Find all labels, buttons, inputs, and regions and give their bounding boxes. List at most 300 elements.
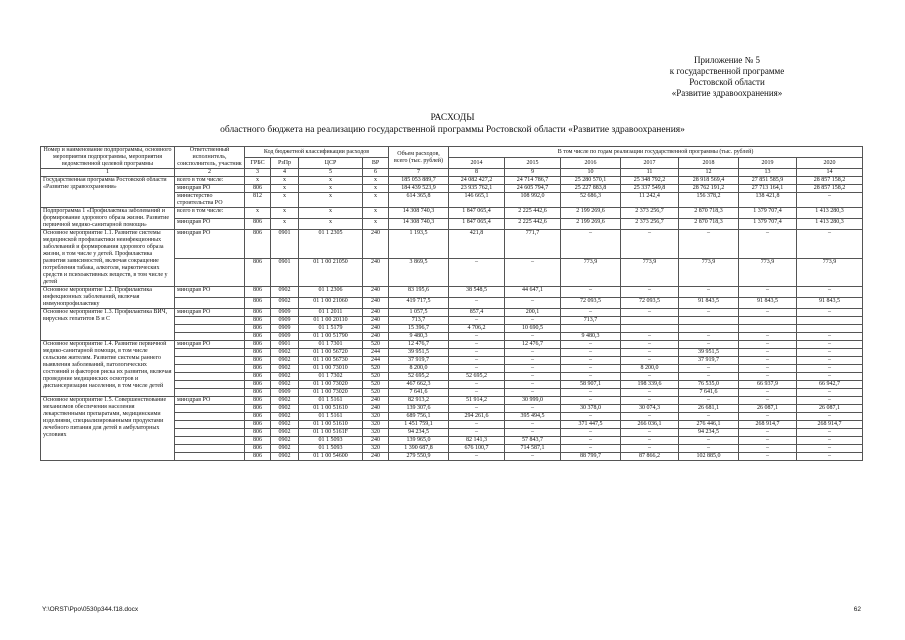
vr-cell: х bbox=[363, 208, 389, 219]
vr-cell: 520 bbox=[363, 381, 389, 389]
year-value-cell: – bbox=[505, 429, 561, 437]
year-value-cell: – bbox=[621, 357, 679, 365]
executor-cell bbox=[175, 349, 245, 357]
year-value-cell: 66 937,9 bbox=[739, 381, 797, 389]
program-name-cell: Основное мероприятие 1.5. Совершенствование механизмов обеспечения населения лекарственными препаратами, медицинскими изделиями, специализированными продуктами лечебного питания для детей в амбулаторных условиях bbox=[41, 397, 175, 461]
total-cell: 14 308 740,3 bbox=[389, 219, 449, 230]
year-value-cell: – bbox=[505, 389, 561, 397]
year-value-cell: – bbox=[449, 333, 505, 341]
vr-cell: х bbox=[363, 177, 389, 185]
year-value-cell: 30 999,0 bbox=[505, 397, 561, 405]
total-cell: 279 550,9 bbox=[389, 453, 449, 461]
year-value-cell: – bbox=[505, 421, 561, 429]
vr-cell: 240 bbox=[363, 309, 389, 317]
year-value-cell: 1 413 280,3 bbox=[797, 219, 863, 230]
rzpr-cell: 0902 bbox=[271, 429, 299, 437]
grbs-cell: 806 bbox=[245, 429, 271, 437]
total-cell: 9 480,3 bbox=[389, 333, 449, 341]
year-value-cell: – bbox=[621, 429, 679, 437]
year-value-cell: – bbox=[505, 258, 561, 287]
year-value-cell: – bbox=[621, 373, 679, 381]
table-header-row bbox=[41, 147, 863, 158]
year-value-cell: 857,4 bbox=[449, 309, 505, 317]
total-cell: 14 308 740,3 bbox=[389, 208, 449, 219]
csr-cell: х bbox=[299, 185, 363, 193]
year-value-cell: – bbox=[797, 230, 863, 259]
grbs-cell: 806 bbox=[245, 437, 271, 445]
executor-cell: минздрав РО bbox=[175, 185, 245, 193]
col-header-vr: ВР bbox=[363, 158, 389, 169]
executor-cell: минздрав РО bbox=[175, 230, 245, 259]
vr-cell: 240 bbox=[363, 333, 389, 341]
year-value-cell: – bbox=[449, 421, 505, 429]
executor-cell bbox=[175, 445, 245, 453]
executor-cell: минздрав РО bbox=[175, 341, 245, 349]
table-row bbox=[41, 341, 863, 349]
year-value-cell: – bbox=[505, 453, 561, 461]
year-value-cell: – bbox=[739, 341, 797, 349]
grbs-cell: 806 bbox=[245, 349, 271, 357]
year-value-cell: 28 857 158,2 bbox=[797, 185, 863, 193]
csr-cell: 01 1 2305 bbox=[299, 230, 363, 259]
executor-cell: минздрав РО bbox=[175, 219, 245, 230]
year-value-cell: 11 242,4 bbox=[621, 193, 679, 208]
total-cell: 83 195,6 bbox=[389, 287, 449, 298]
year-value-cell: – bbox=[739, 230, 797, 259]
year-value-cell: 713,7 bbox=[561, 317, 621, 325]
total-cell: 713,7 bbox=[389, 317, 449, 325]
year-value-cell: – bbox=[621, 309, 679, 317]
total-cell: 139 965,0 bbox=[389, 437, 449, 445]
year-value-cell: – bbox=[561, 413, 621, 421]
year-value-cell: – bbox=[797, 389, 863, 397]
year-value-cell: 26 087,1 bbox=[739, 405, 797, 413]
grbs-cell: 806 bbox=[245, 365, 271, 373]
total-cell: 689 756,1 bbox=[389, 413, 449, 421]
csr-cell: 01 1 00 56720 bbox=[299, 349, 363, 357]
year-value-cell: – bbox=[679, 333, 739, 341]
year-value-cell: 138 421,8 bbox=[739, 193, 797, 208]
vr-cell: 320 bbox=[363, 445, 389, 453]
year-value-cell: 37 919,7 bbox=[679, 357, 739, 365]
grbs-cell: 806 bbox=[245, 219, 271, 230]
csr-cell: 01 1 00 54600 bbox=[299, 453, 363, 461]
year-value-cell: 676 100,7 bbox=[449, 445, 505, 453]
year-value-cell: – bbox=[621, 413, 679, 421]
vr-cell: х bbox=[363, 193, 389, 208]
year-value-cell: – bbox=[505, 349, 561, 357]
vr-cell: х bbox=[363, 185, 389, 193]
year-value-cell: – bbox=[621, 287, 679, 298]
year-value-cell: 276 446,1 bbox=[679, 421, 739, 429]
executor-cell bbox=[175, 381, 245, 389]
year-value-cell: 771,7 bbox=[505, 230, 561, 259]
total-cell: 139 307,6 bbox=[389, 405, 449, 413]
year-value-cell: 421,8 bbox=[449, 230, 505, 259]
year-value-cell: – bbox=[679, 373, 739, 381]
csr-cell: 01 1 00 5161F bbox=[299, 429, 363, 437]
vr-cell: х bbox=[363, 219, 389, 230]
year-value-cell: 2 225 442,6 bbox=[505, 219, 561, 230]
year-value-cell: – bbox=[797, 193, 863, 208]
csr-cell: 01 1 2011 bbox=[299, 309, 363, 317]
executor-cell: министерство строительства РО bbox=[175, 193, 245, 208]
grbs-cell: 812 bbox=[245, 193, 271, 208]
year-value-cell: – bbox=[621, 437, 679, 445]
total-cell: 37 919,7 bbox=[389, 357, 449, 365]
grbs-cell: 806 bbox=[245, 405, 271, 413]
year-value-cell: 94 234,5 bbox=[679, 429, 739, 437]
rzpr-cell: 0909 bbox=[271, 317, 299, 325]
year-value-cell: 200,1 bbox=[505, 309, 561, 317]
year-value-cell: 102 885,0 bbox=[679, 453, 739, 461]
total-cell: 82 913,2 bbox=[389, 397, 449, 405]
grbs-cell: 806 bbox=[245, 287, 271, 298]
table-row bbox=[41, 177, 863, 185]
grbs-cell: 806 bbox=[245, 389, 271, 397]
year-value-cell: 23 935 762,1 bbox=[449, 185, 505, 193]
year-value-cell: 773,9 bbox=[561, 258, 621, 287]
csr-cell: 01 1 5179 bbox=[299, 325, 363, 333]
column-numbering-row bbox=[41, 169, 863, 177]
program-name-cell: Основное мероприятие 1.2. Профилактика инфекционных заболеваний, включая иммунопрофилактику bbox=[41, 287, 175, 309]
vr-cell: 320 bbox=[363, 429, 389, 437]
csr-cell: 01 1 00 73020 bbox=[299, 381, 363, 389]
total-cell: 94 234,5 bbox=[389, 429, 449, 437]
col-header-executor: Ответственный исполнитель, соисполнитель, участник bbox=[175, 147, 245, 169]
year-value-cell: 8 200,0 bbox=[621, 365, 679, 373]
vr-cell: 240 bbox=[363, 317, 389, 325]
total-cell: 1 193,5 bbox=[389, 230, 449, 259]
heading-title: РАСХОДЫ bbox=[430, 113, 475, 123]
col-header-year: 2014 bbox=[449, 158, 505, 169]
csr-cell: 01 1 00 73020 bbox=[299, 389, 363, 397]
year-value-cell: – bbox=[561, 397, 621, 405]
grbs-cell: 806 bbox=[245, 333, 271, 341]
csr-cell: 01 1 00 51610 bbox=[299, 405, 363, 413]
year-value-cell: – bbox=[505, 381, 561, 389]
executor-cell bbox=[175, 453, 245, 461]
col-header-year: 2018 bbox=[679, 158, 739, 169]
year-value-cell bbox=[679, 325, 739, 333]
grbs-cell: 806 bbox=[245, 421, 271, 429]
csr-cell: 01 1 5161 bbox=[299, 397, 363, 405]
year-value-cell: 76 535,0 bbox=[679, 381, 739, 389]
col-header-name: Номер и наименование подпрограммы, основного мероприятия подпрограммы, мероприятия ведомственной целевой программы bbox=[41, 147, 175, 169]
year-value-cell: 1 413 280,3 bbox=[797, 208, 863, 219]
year-value-cell: – bbox=[679, 365, 739, 373]
executor-cell bbox=[175, 429, 245, 437]
csr-cell: 01 1 00 20110 bbox=[299, 317, 363, 325]
executor-cell bbox=[175, 437, 245, 445]
year-value-cell: – bbox=[797, 445, 863, 453]
year-value-cell: – bbox=[505, 373, 561, 381]
program-name-cell: Основное мероприятие 1.1. Развитие системы медицинской профилактики неинфекционных заболеваний и формирования здорового образа жизни, в том числе у детей. Профилактика развития зависимостей, включая сокращение потребления табака, алкоголя, наркотических средств и психоактивных веществ, в том числе у детей bbox=[41, 230, 175, 287]
year-value-cell: – bbox=[739, 445, 797, 453]
total-cell: 52 695,2 bbox=[389, 373, 449, 381]
rzpr-cell: 0902 bbox=[271, 357, 299, 365]
year-value-cell: – bbox=[505, 317, 561, 325]
total-cell: 614 365,8 bbox=[389, 193, 449, 208]
col-header-total: Объем расходов, всего (тыс. рублей) bbox=[389, 147, 449, 169]
year-value-cell: 39 951,5 bbox=[679, 349, 739, 357]
grbs-cell: 806 bbox=[245, 341, 271, 349]
col-header-code-group: Код бюджетной классификации расходов bbox=[245, 147, 389, 158]
year-value-cell bbox=[621, 317, 679, 325]
year-value-cell: 30 378,0 bbox=[561, 405, 621, 413]
table-row bbox=[41, 230, 863, 259]
vr-cell: 520 bbox=[363, 341, 389, 349]
rzpr-cell: х bbox=[271, 185, 299, 193]
total-cell: 8 200,0 bbox=[389, 365, 449, 373]
year-value-cell: – bbox=[739, 349, 797, 357]
year-value-cell: 88 799,7 bbox=[561, 453, 621, 461]
year-value-cell: 27 851 585,9 bbox=[739, 177, 797, 185]
csr-cell: 01 1 00 51790 bbox=[299, 333, 363, 341]
table-row bbox=[41, 287, 863, 298]
year-value-cell: – bbox=[739, 429, 797, 437]
year-value-cell: 2 373 256,7 bbox=[621, 219, 679, 230]
executor-cell bbox=[175, 258, 245, 287]
col-header-years-group: В том числе по годам реализации государственной программы (тыс. рублей) bbox=[449, 147, 863, 158]
executor-cell: всего в том числе: bbox=[175, 177, 245, 185]
csr-cell: 01 1 00 73010 bbox=[299, 365, 363, 373]
executor-cell bbox=[175, 389, 245, 397]
year-value-cell: – bbox=[679, 413, 739, 421]
rzpr-cell: 0902 bbox=[271, 437, 299, 445]
table-body bbox=[41, 177, 863, 461]
year-value-cell: 1 379 707,4 bbox=[739, 208, 797, 219]
total-cell: 467 662,3 bbox=[389, 381, 449, 389]
rzpr-cell: х bbox=[271, 177, 299, 185]
year-value-cell: – bbox=[561, 230, 621, 259]
year-value-cell: – bbox=[739, 309, 797, 317]
rzpr-cell: 0902 bbox=[271, 421, 299, 429]
year-value-cell: – bbox=[739, 287, 797, 298]
year-value-cell: – bbox=[679, 341, 739, 349]
year-value-cell: – bbox=[679, 287, 739, 298]
year-value-cell: – bbox=[449, 429, 505, 437]
vr-cell: 240 bbox=[363, 287, 389, 298]
year-value-cell: 25 348 792,2 bbox=[621, 177, 679, 185]
executor-cell bbox=[175, 405, 245, 413]
vr-cell: 240 bbox=[363, 258, 389, 287]
rzpr-cell: х bbox=[271, 219, 299, 230]
col-header-year: 2015 bbox=[505, 158, 561, 169]
year-value-cell: 72 093,5 bbox=[561, 298, 621, 309]
year-value-cell: – bbox=[449, 405, 505, 413]
total-cell: 419 717,5 bbox=[389, 298, 449, 309]
total-cell: 1 390 687,8 bbox=[389, 445, 449, 453]
program-name-cell: Основное мероприятие 1.4. Развитие первичной медико-санитарной помощи, в том числе сельским жителям. Развитие системы раннего выявления заболеваний, патологических состояний и факторов риска их развития, включая проведение медицинских осмотров и диспансеризации населения, в том числе детей bbox=[41, 341, 175, 397]
year-value-cell: – bbox=[621, 333, 679, 341]
year-value-cell: – bbox=[679, 309, 739, 317]
document-heading bbox=[0, 112, 905, 136]
expenses-table bbox=[40, 146, 863, 461]
year-value-cell: 9 480,3 bbox=[561, 333, 621, 341]
year-value-cell: – bbox=[739, 437, 797, 445]
csr-cell: 01 1 2306 bbox=[299, 287, 363, 298]
executor-cell: минздрав РО bbox=[175, 287, 245, 298]
year-value-cell: – bbox=[797, 349, 863, 357]
year-value-cell: 28 762 191,2 bbox=[679, 185, 739, 193]
year-value-cell: – bbox=[739, 365, 797, 373]
appendix-line: Приложение № 5 bbox=[694, 55, 760, 65]
year-value-cell: 28 918 569,4 bbox=[679, 177, 739, 185]
year-value-cell: 51 914,2 bbox=[449, 397, 505, 405]
grbs-cell: 806 bbox=[245, 185, 271, 193]
year-value-cell: 27 713 164,1 bbox=[739, 185, 797, 193]
year-value-cell: – bbox=[449, 389, 505, 397]
total-cell: 184 439 523,9 bbox=[389, 185, 449, 193]
year-value-cell: 87 866,2 bbox=[621, 453, 679, 461]
executor-cell bbox=[175, 373, 245, 381]
rzpr-cell: 0909 bbox=[271, 309, 299, 317]
column-number: 14 bbox=[797, 169, 863, 177]
year-value-cell: 773,9 bbox=[621, 258, 679, 287]
year-value-cell: 1 847 065,4 bbox=[449, 219, 505, 230]
rzpr-cell: х bbox=[271, 208, 299, 219]
heading-subtitle: областного бюджета на реализацию государственной программы Ростовской области «Развитие здравоохранения» bbox=[220, 125, 685, 135]
rzpr-cell: 0902 bbox=[271, 405, 299, 413]
year-value-cell: – bbox=[739, 389, 797, 397]
year-value-cell: 146 665,1 bbox=[449, 193, 505, 208]
year-value-cell: 52 695,2 bbox=[449, 373, 505, 381]
year-value-cell: – bbox=[797, 413, 863, 421]
year-value-cell bbox=[621, 325, 679, 333]
rzpr-cell: 0909 bbox=[271, 389, 299, 397]
year-value-cell: – bbox=[797, 453, 863, 461]
year-value-cell: – bbox=[505, 365, 561, 373]
grbs-cell: 806 bbox=[245, 309, 271, 317]
year-value-cell: 44 647,1 bbox=[505, 287, 561, 298]
csr-cell: 01 1 00 21050 bbox=[299, 258, 363, 287]
column-number: 3 bbox=[245, 169, 271, 177]
year-value-cell: – bbox=[561, 429, 621, 437]
year-value-cell: 1 847 065,4 bbox=[449, 208, 505, 219]
year-value-cell: – bbox=[621, 445, 679, 453]
year-value-cell: 773,9 bbox=[797, 258, 863, 287]
year-value-cell bbox=[797, 317, 863, 325]
appendix-block bbox=[607, 55, 847, 99]
executor-cell bbox=[175, 317, 245, 325]
vr-cell: 520 bbox=[363, 365, 389, 373]
column-number: 13 bbox=[739, 169, 797, 177]
csr-cell: 01 1 00 21060 bbox=[299, 298, 363, 309]
rzpr-cell: 0902 bbox=[271, 445, 299, 453]
column-number: 10 bbox=[561, 169, 621, 177]
year-value-cell: – bbox=[449, 453, 505, 461]
year-value-cell: – bbox=[505, 357, 561, 365]
year-value-cell: 2 870 718,3 bbox=[679, 219, 739, 230]
year-value-cell bbox=[739, 325, 797, 333]
executor-cell bbox=[175, 413, 245, 421]
year-value-cell: 156 378,2 bbox=[679, 193, 739, 208]
year-value-cell: 198 339,6 bbox=[621, 381, 679, 389]
col-header-rzpr: РзПр bbox=[271, 158, 299, 169]
column-number: 7 bbox=[389, 169, 449, 177]
csr-cell: 01 1 7302 bbox=[299, 373, 363, 381]
rzpr-cell: 0901 bbox=[271, 341, 299, 349]
column-number: 9 bbox=[505, 169, 561, 177]
col-header-year: 2020 bbox=[797, 158, 863, 169]
executor-cell: минздрав РО bbox=[175, 309, 245, 317]
year-value-cell: 91 843,5 bbox=[797, 298, 863, 309]
rzpr-cell: 0902 bbox=[271, 349, 299, 357]
csr-cell: 01 1 5093 bbox=[299, 445, 363, 453]
year-value-cell: 714 587,1 bbox=[505, 445, 561, 453]
vr-cell: 240 bbox=[363, 405, 389, 413]
year-value-cell bbox=[679, 317, 739, 325]
year-value-cell: – bbox=[797, 373, 863, 381]
csr-cell: 01 1 5093 bbox=[299, 437, 363, 445]
grbs-cell: 806 bbox=[245, 453, 271, 461]
footer-page-number: 62 bbox=[853, 606, 861, 613]
table-row bbox=[41, 309, 863, 317]
year-value-cell: 30 074,3 bbox=[621, 405, 679, 413]
year-value-cell: 395 494,5 bbox=[505, 413, 561, 421]
year-value-cell: – bbox=[561, 365, 621, 373]
column-number: 1 bbox=[41, 169, 175, 177]
year-value-cell: – bbox=[739, 357, 797, 365]
year-value-cell: – bbox=[739, 453, 797, 461]
year-value-cell: – bbox=[679, 445, 739, 453]
year-value-cell: – bbox=[739, 333, 797, 341]
grbs-cell: 806 bbox=[245, 230, 271, 259]
table-row bbox=[41, 397, 863, 405]
total-cell: 39 951,5 bbox=[389, 349, 449, 357]
vr-cell: 240 bbox=[363, 437, 389, 445]
year-value-cell: 24 714 786,7 bbox=[505, 177, 561, 185]
total-cell: 3 869,5 bbox=[389, 258, 449, 287]
year-value-cell: – bbox=[739, 413, 797, 421]
year-value-cell: 91 843,5 bbox=[679, 298, 739, 309]
year-value-cell: – bbox=[449, 298, 505, 309]
year-value-cell: 52 686,3 bbox=[561, 193, 621, 208]
year-value-cell: 72 093,5 bbox=[621, 298, 679, 309]
year-value-cell: 773,9 bbox=[679, 258, 739, 287]
column-number: 2 bbox=[175, 169, 245, 177]
rzpr-cell: 0901 bbox=[271, 258, 299, 287]
year-value-cell: – bbox=[797, 341, 863, 349]
appendix-line: Ростовской области bbox=[689, 77, 765, 87]
column-number: 6 bbox=[363, 169, 389, 177]
vr-cell: 320 bbox=[363, 421, 389, 429]
executor-cell: всего в том числе: bbox=[175, 208, 245, 219]
year-value-cell: – bbox=[797, 365, 863, 373]
year-value-cell: – bbox=[505, 333, 561, 341]
csr-cell: х bbox=[299, 177, 363, 185]
grbs-cell: х bbox=[245, 208, 271, 219]
rzpr-cell: 0902 bbox=[271, 373, 299, 381]
year-value-cell: 12 476,7 bbox=[505, 341, 561, 349]
grbs-cell: 806 bbox=[245, 258, 271, 287]
rzpr-cell: 0909 bbox=[271, 325, 299, 333]
year-value-cell: – bbox=[449, 357, 505, 365]
year-value-cell: – bbox=[561, 349, 621, 357]
year-value-cell: 773,9 bbox=[739, 258, 797, 287]
column-number: 11 bbox=[621, 169, 679, 177]
total-cell: 185 053 889,7 bbox=[389, 177, 449, 185]
executor-cell bbox=[175, 298, 245, 309]
vr-cell: 520 bbox=[363, 373, 389, 381]
rzpr-cell: 0902 bbox=[271, 413, 299, 421]
year-value-cell bbox=[561, 325, 621, 333]
year-value-cell: – bbox=[449, 381, 505, 389]
year-value-cell: 38 548,5 bbox=[449, 287, 505, 298]
year-value-cell: – bbox=[679, 397, 739, 405]
grbs-cell: 806 bbox=[245, 381, 271, 389]
